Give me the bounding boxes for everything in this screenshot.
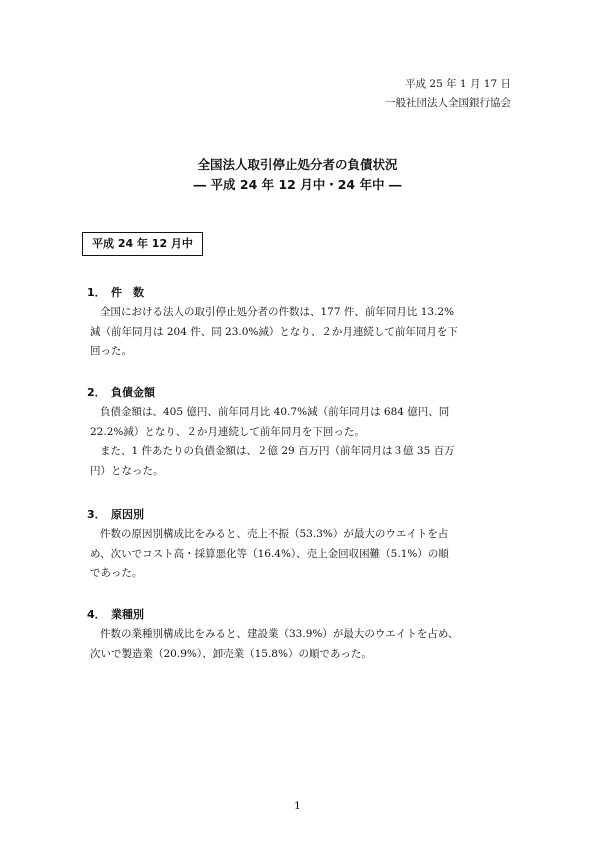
paragraph-line: 回った。	[90, 345, 132, 357]
section-number: 3．	[87, 508, 106, 521]
section-number: 4．	[87, 608, 106, 621]
paragraph-line: 次いで製造業（20.9%）、卸売業（15.8%）の順であった。	[90, 647, 372, 660]
section-heading	[87, 605, 527, 625]
document-title: 全国法人取引停止処分者の負債状況	[197, 157, 398, 172]
section-title: 業種別	[111, 608, 144, 621]
section-heading	[87, 383, 527, 403]
paragraph-line: め、次いでコスト高・採算悪化等（16.4%）、売上金回収困難（5.1%）の順	[90, 547, 449, 560]
section-number: 1．	[87, 286, 106, 299]
document-date: 平成 25 年 1 月 17 日	[405, 78, 511, 90]
period-label-box: 平成 24 年 12 月中	[82, 232, 203, 256]
paragraph-line: 減（前年同月は 204 件、同 23.0%減）となり、２か月連続して前年同月を下	[90, 325, 458, 338]
section-heading	[87, 505, 527, 525]
section-liabilities	[87, 383, 527, 481]
paragraph-line: 負債金額は、405 億円、前年同月比 40.7%減（前年同月は 684 億円、同	[100, 406, 450, 418]
section-number: 2．	[87, 386, 106, 399]
issuing-organization: 一般社団法人全国銀行協会	[385, 97, 511, 109]
paragraph-line: また、1 件あたりの負債金額は、２億 29 百万円（前年同月は３億 35 百万	[100, 445, 455, 457]
section-paragraph	[87, 525, 527, 584]
paragraph-line: 円）となった。	[90, 464, 164, 477]
paragraph-line: 件数の原因別構成比をみると、売上不振（53.3%）が最大のウエイトを占	[100, 528, 449, 540]
section-paragraph	[87, 303, 527, 362]
section-paragraph	[87, 625, 527, 664]
section-paragraph	[87, 442, 527, 481]
document-subtitle: ― 平成 24 年 12 月中・24 年中 ―	[193, 177, 402, 192]
paragraph-line: 件数の業種別構成比をみると、建設業（33.9%）が最大のウエイトを占め、	[100, 628, 459, 640]
section-title: 原因別	[111, 508, 144, 521]
paragraph-line: であった。	[90, 567, 143, 579]
section-paragraph	[87, 403, 527, 442]
section-by-cause	[87, 505, 527, 584]
page-number: 1	[294, 800, 301, 812]
section-by-industry	[87, 605, 527, 664]
section-heading	[87, 283, 527, 303]
paragraph-line: 22.2%減）となり、２か月連続して前年同月を下回った。	[90, 425, 365, 438]
paragraph-line: 全国における法人の取引停止処分者の件数は、177 件、前年同月比 13.2%	[100, 306, 455, 318]
title-block	[0, 155, 595, 195]
section-title: 件 数	[111, 286, 144, 299]
section-title: 負債金額	[111, 386, 155, 399]
section-count	[87, 283, 527, 362]
